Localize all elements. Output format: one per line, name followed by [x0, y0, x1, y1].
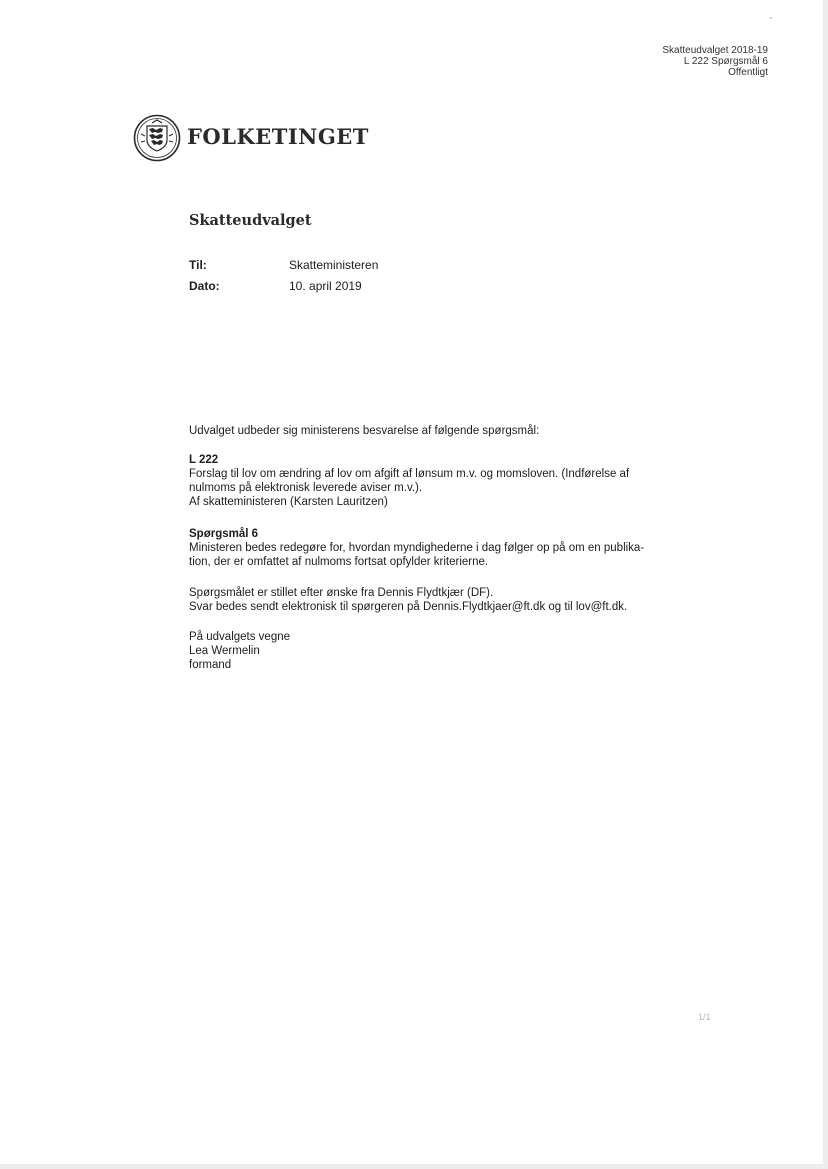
bill-proposer: Af skatteministeren (Karsten Lauritzen) [189, 496, 388, 508]
date-value: 10. april 2019 [289, 279, 362, 293]
bill-title-line: Forslag til lov om ændring af lov om afgift af lønsum m.v. og momsloven. (Indførelse af [189, 468, 630, 480]
signatory-title: formand [189, 659, 232, 671]
reply-to-line: Svar bedes sendt elektronisk til spørgeren på Dennis.Flydtkjaer@ft.dk og til lov@ft.dk. [189, 601, 628, 613]
committee-title: Skatteudvalget [189, 212, 312, 229]
on-behalf-line: På udvalgets vegne [189, 631, 291, 643]
bill-number: L 222 [189, 454, 219, 466]
recipient-value: Skatteministeren [289, 258, 379, 272]
bill-title-line: nulmoms på elektronisk leverede aviser m.v.). [189, 482, 423, 494]
page-edge [823, 0, 828, 1169]
classification-label: Offentligt [728, 67, 768, 78]
coat-of-arms-icon [133, 114, 181, 162]
intro-paragraph: Udvalget udbeder sig ministerens besvarelse af følgende spørgsmål: [189, 425, 540, 437]
question-heading: Spørgsmål 6 [189, 528, 259, 540]
signoff-section [189, 630, 659, 672]
question-line: tion, der er omfattet af nulmoms fortsat opfylder kriterierne. [189, 556, 489, 568]
bill-section [189, 453, 659, 509]
question-line: Ministeren bedes redegøre for, hvordan myndighederne i dag følger op på om en publika- [189, 542, 645, 554]
session-label: Skatteudvalget 2018-19 [662, 45, 768, 56]
page-number: 1/1 [698, 1012, 711, 1022]
recipient-label: Til: [189, 258, 207, 272]
date-label: Dato: [189, 279, 220, 293]
signatory-name: Lea Wermelin [189, 645, 260, 657]
asked-by-line: Spørgsmålet er stillet efter ønske fra Dennis Flydtkjær (DF). [189, 587, 494, 599]
scan-speck [770, 17, 772, 19]
document-header [662, 45, 768, 78]
question-section [189, 527, 659, 569]
reference-label: L 222 Spørgsmål 6 [683, 56, 768, 67]
page-edge [0, 1164, 828, 1169]
logo-wordmark: FOLKETINGET [187, 124, 369, 149]
followup-section [189, 586, 659, 614]
